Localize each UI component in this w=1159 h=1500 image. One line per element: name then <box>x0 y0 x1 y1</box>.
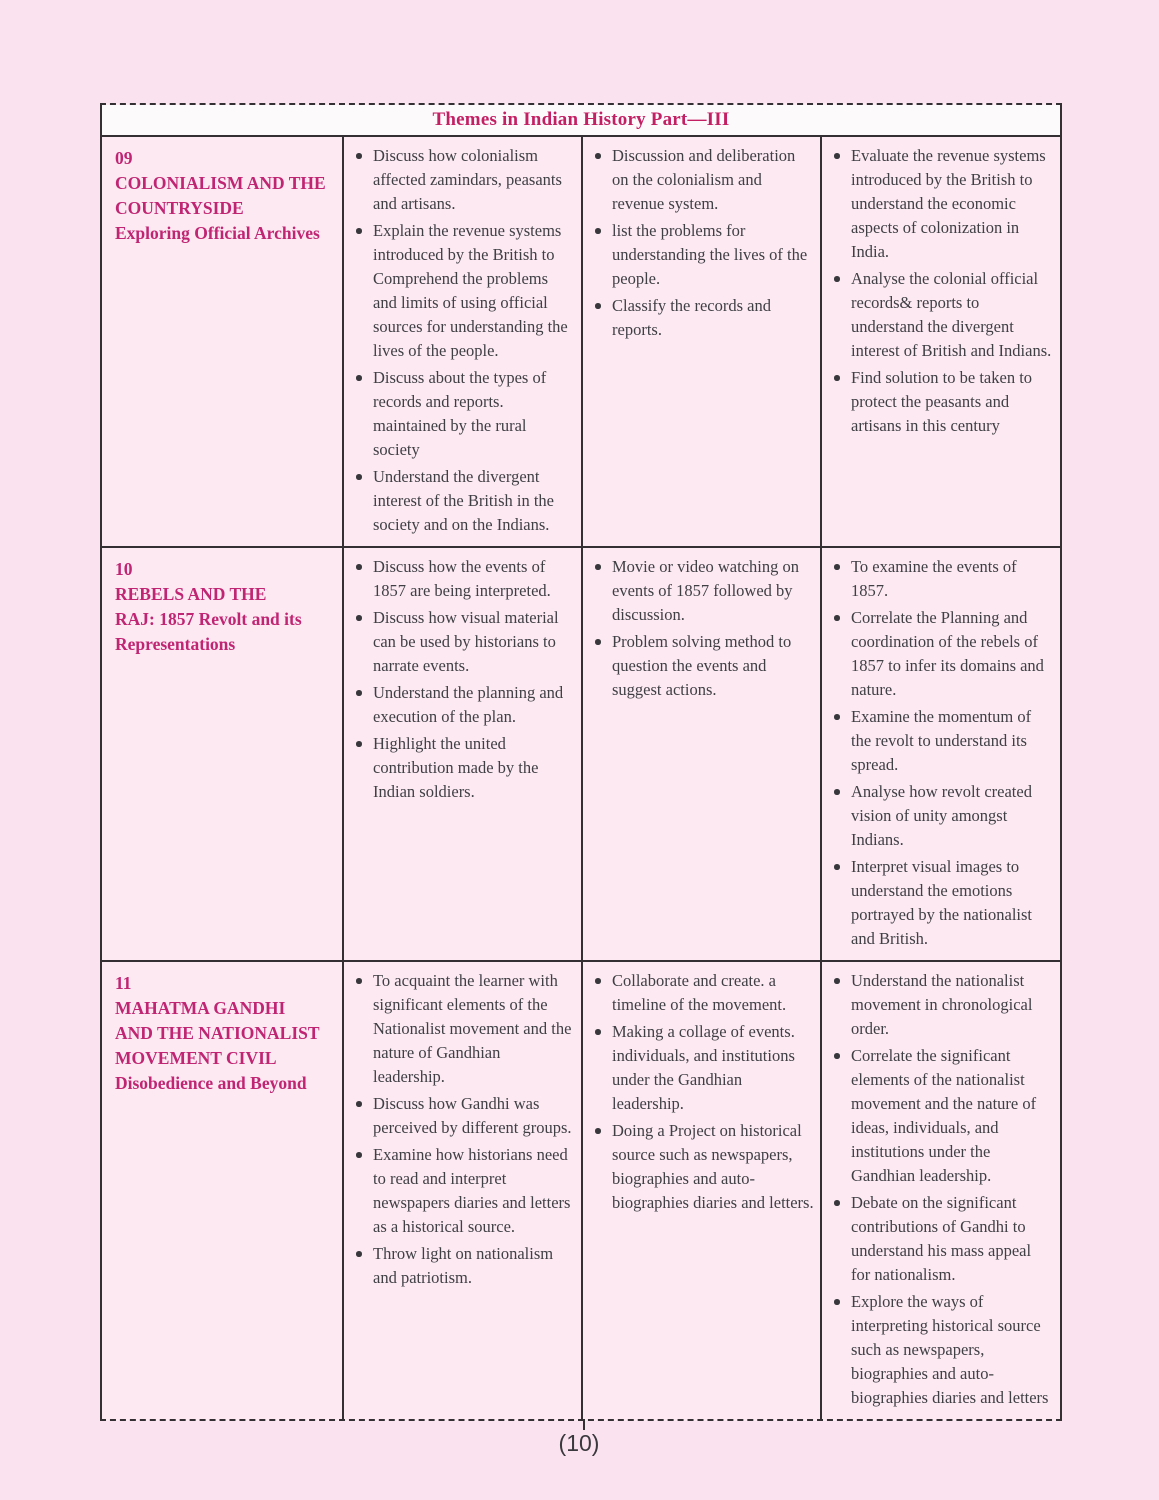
bullet-list <box>344 962 581 1299</box>
table-body <box>102 137 1060 1419</box>
bullet-item: Examine the momentum of the revolt to understand its spread. <box>822 705 1054 777</box>
page-number: (10) <box>558 1430 600 1456</box>
bullet-item: To acquaint the learner with significant elements of the Nationalist movement and the nature of Gandhian leadership. <box>344 969 575 1089</box>
chapter-heading <box>115 582 334 657</box>
bullet-list <box>583 962 820 1224</box>
bullet-item: Correlate the Planning and coordination of the rebels of 1857 to infer its domains and nature. <box>822 606 1054 702</box>
bullet-list <box>822 137 1060 447</box>
table-title-row <box>102 105 1060 137</box>
bullet-list <box>583 548 820 711</box>
chapter-heading-line: Disobedience and Beyond <box>115 1073 307 1093</box>
bullet-item: Highlight the united contribution made by the Indian soldiers. <box>344 732 575 804</box>
chapter-cell <box>102 137 344 546</box>
chapter-heading-line: RAJ: 1857 Revolt and its <box>115 609 302 629</box>
chapter-heading-line: COUNTRYSIDE <box>115 198 244 218</box>
bullet-item: Discussion and deliberation on the colonialism and revenue system. <box>583 144 814 216</box>
content-cell <box>344 137 583 546</box>
chapter-heading <box>115 996 334 1096</box>
chapter-heading-line: AND THE NATIONALIST <box>115 1023 320 1043</box>
bullet-list <box>344 137 581 546</box>
bullet-item: Interpret visual images to understand the emotions portrayed by the nationalist and British. <box>822 855 1054 951</box>
bullet-item: Analyse how revolt created vision of unity amongst Indians. <box>822 780 1054 852</box>
bullet-item: Doing a Project on historical source such as newspapers, biographies and auto-biographies diaries and letters. <box>583 1119 814 1215</box>
content-cell <box>822 548 1060 960</box>
bullet-item: Discuss how the events of 1857 are being interpreted. <box>344 555 575 603</box>
bullet-item: Debate on the significant contributions of Gandhi to understand his mass appeal for nationalism. <box>822 1191 1054 1287</box>
bullet-item: Discuss how Gandhi was perceived by different groups. <box>344 1092 575 1140</box>
content-cell <box>583 137 822 546</box>
table-row <box>102 546 1060 960</box>
bullet-item: Discuss how visual material can be used by historians to narrate events. <box>344 606 575 678</box>
bullet-item: To examine the events of 1857. <box>822 555 1054 603</box>
bullet-item: Explain the revenue systems introduced by the British to Comprehend the problems and limits of using official sources for understanding the lives of the people. <box>344 219 575 363</box>
bullet-item: Making a collage of events. individuals, and institutions under the Gandhian leadership. <box>583 1020 814 1116</box>
chapter-number: 11 <box>115 973 132 993</box>
bullet-item: Examine how historians need to read and interpret newspapers diaries and letters as a historical source. <box>344 1143 575 1239</box>
bullet-item: Discuss how colonialism affected zamindars, peasants and artisans. <box>344 144 575 216</box>
bullet-item: Collaborate and create. a timeline of the movement. <box>583 969 814 1017</box>
chapter-heading <box>115 171 334 246</box>
chapter-heading-line: MOVEMENT CIVIL <box>115 1048 277 1068</box>
bullet-item: Explore the ways of interpreting historical source such as newspapers, biographies and auto-biographies diaries and letters <box>822 1290 1054 1410</box>
syllabus-table <box>100 103 1062 1421</box>
table-row <box>102 960 1060 1419</box>
border-tick <box>583 1419 585 1430</box>
chapter-heading-line: REBELS AND THE <box>115 584 267 604</box>
content-cell <box>344 962 583 1419</box>
chapter-heading-line: Representations <box>115 634 236 654</box>
bullet-item: Understand the planning and execution of the plan. <box>344 681 575 729</box>
chapter-heading-line: COLONIALISM AND THE <box>115 173 326 193</box>
bullet-item: Discuss about the types of records and reports. maintained by the rural society <box>344 366 575 462</box>
bullet-item: Problem solving method to question the events and suggest actions. <box>583 630 814 702</box>
bullet-item: Correlate the significant elements of the nationalist movement and the nature of ideas, individuals, and institutions under the Gandhian leadership. <box>822 1044 1054 1188</box>
bullet-item: Understand the divergent interest of the British in the society and on the Indians. <box>344 465 575 537</box>
chapter-heading-line: MAHATMA GANDHI <box>115 998 286 1018</box>
content-cell <box>583 548 822 960</box>
bullet-item: Throw light on nationalism and patriotism. <box>344 1242 575 1290</box>
bullet-list <box>822 548 1060 960</box>
bullet-list <box>822 962 1060 1419</box>
content-cell <box>583 962 822 1419</box>
bullet-list <box>344 548 581 813</box>
bullet-item: Evaluate the revenue systems introduced by the British to understand the economic aspects of colonization in India. <box>822 144 1054 264</box>
content-cell <box>344 548 583 960</box>
bullet-item: Movie or video watching on events of 1857 followed by discussion. <box>583 555 814 627</box>
bullet-list <box>583 137 820 351</box>
bullet-item: Analyse the colonial official records& reports to understand the divergent interest of British and Indians. <box>822 267 1054 363</box>
content-cell <box>822 962 1060 1419</box>
table-title: Themes in Indian History Part—III <box>432 109 730 130</box>
chapter-cell <box>102 962 344 1419</box>
content-cell <box>822 137 1060 546</box>
chapter-heading-line: Exploring Official Archives <box>115 223 320 243</box>
table-row <box>102 137 1060 546</box>
chapter-cell <box>102 548 344 960</box>
bullet-item: list the problems for understanding the lives of the people. <box>583 219 814 291</box>
chapter-number: 09 <box>115 148 133 168</box>
bullet-item: Understand the nationalist movement in chronological order. <box>822 969 1054 1041</box>
bullet-item: Find solution to be taken to protect the peasants and artisans in this century <box>822 366 1054 438</box>
bullet-item: Classify the records and reports. <box>583 294 814 342</box>
chapter-number: 10 <box>115 559 133 579</box>
